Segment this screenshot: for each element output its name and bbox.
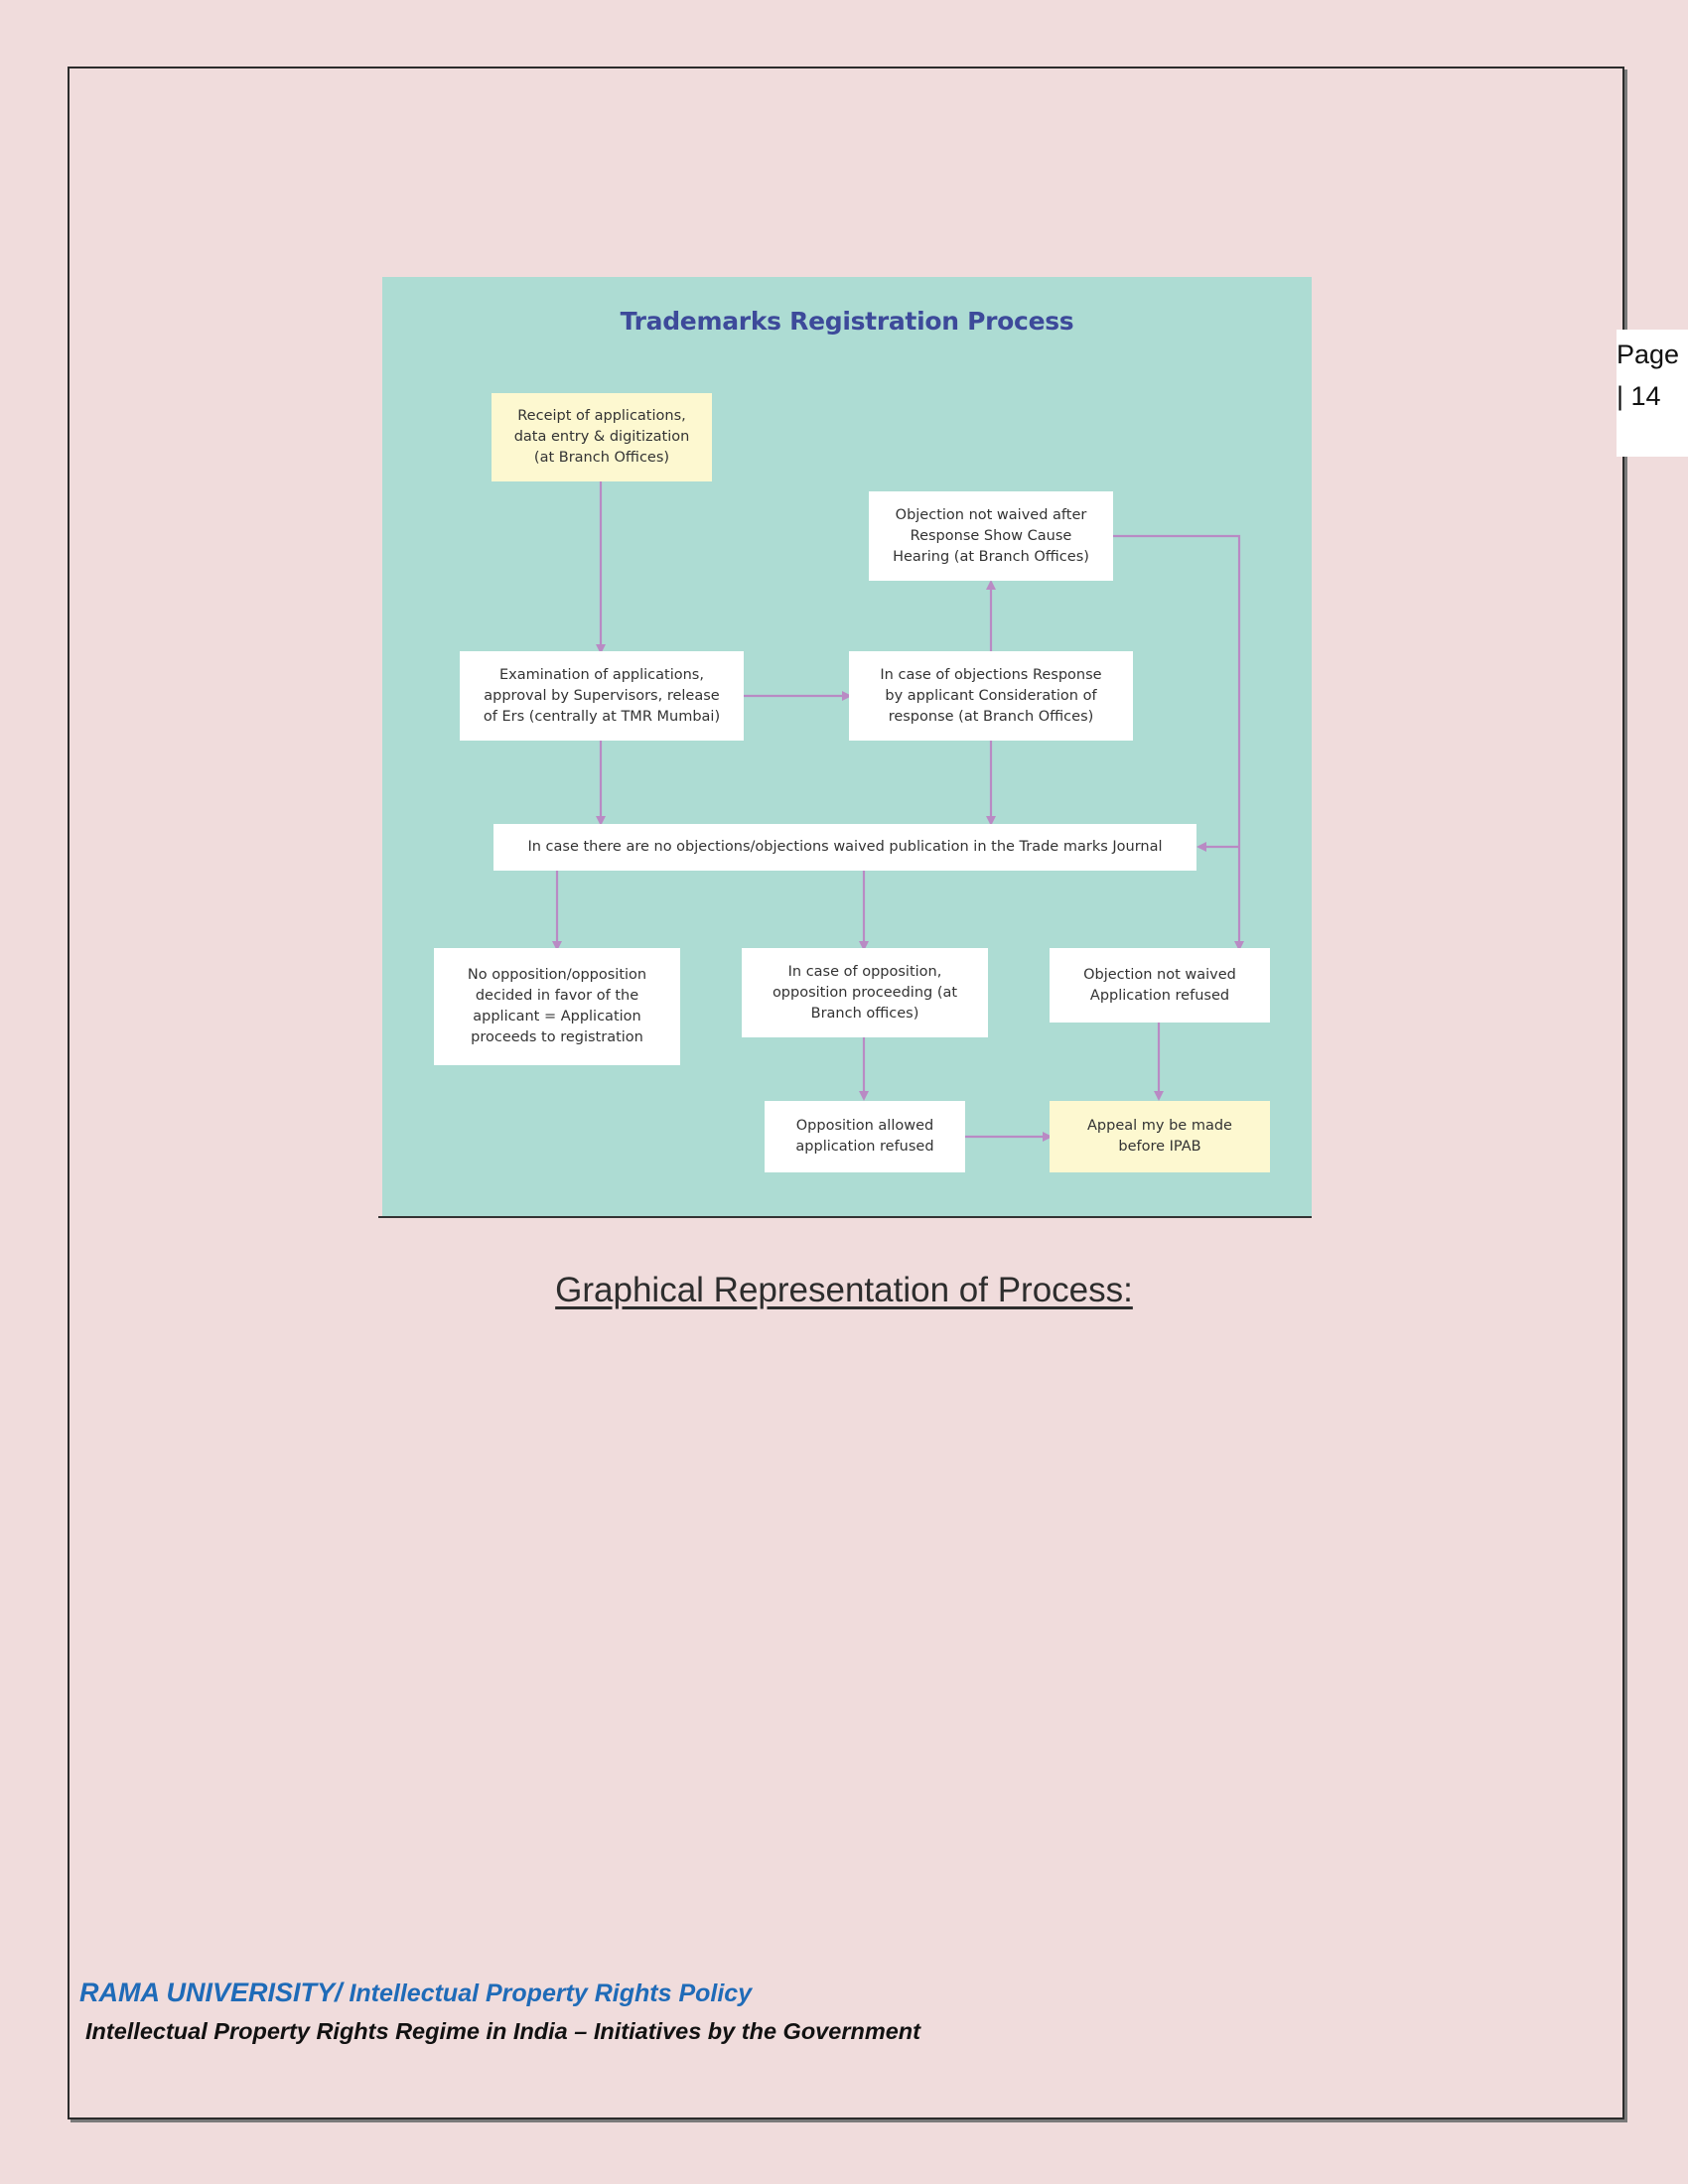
node-objection-not-waived-hearing: Objection not waived after Response Show Cause Hearing (at Branch Offices) — [869, 491, 1113, 581]
node-objection-response: In case of objections Response by applicant Consideration of response (at Branch Offices) — [849, 651, 1133, 741]
page-number: | 14 — [1617, 381, 1661, 411]
footer-org: RAMA UNIVERISITY/ — [79, 1978, 343, 2007]
figure-underline — [378, 1216, 1312, 1218]
node-receipt: Receipt of applications, data entry & digitization (at Branch Offices) — [492, 393, 712, 481]
page-label: Page — [1617, 340, 1680, 369]
node-opposition-allowed: Opposition allowed application refused — [765, 1101, 965, 1172]
footer-subtitle: Intellectual Property Rights Regime in India – Initiatives by the Government — [85, 2018, 920, 2044]
figure-caption: Graphical Representation of Process: — [555, 1271, 1133, 1309]
node-objection-refused: Objection not waived Application refused — [1050, 948, 1270, 1023]
trademark-process-figure — [382, 277, 1312, 1217]
node-publication: In case there are no objections/objections waived publication in the Trade marks Journal — [493, 824, 1196, 871]
node-appeal: Appeal my be made before IPAB — [1050, 1101, 1270, 1172]
figure-title: Trademarks Registration Process — [620, 307, 1074, 336]
footer-policy: Intellectual Property Rights Policy — [342, 1979, 753, 2007]
page-number-tab — [1617, 330, 1688, 457]
node-opposition-proceeding: In case of opposition, opposition proceeding (at Branch offices) — [742, 948, 988, 1037]
node-examination: Examination of applications, approval by Supervisors, release of Ers (centrally at TMR Mumbai) — [460, 651, 744, 741]
node-no-opposition: No opposition/opposition decided in favor of the applicant = Application proceeds to registration — [434, 948, 680, 1065]
footer-heading — [79, 1978, 752, 2008]
arrow-hearing-to-refused — [1112, 536, 1239, 949]
